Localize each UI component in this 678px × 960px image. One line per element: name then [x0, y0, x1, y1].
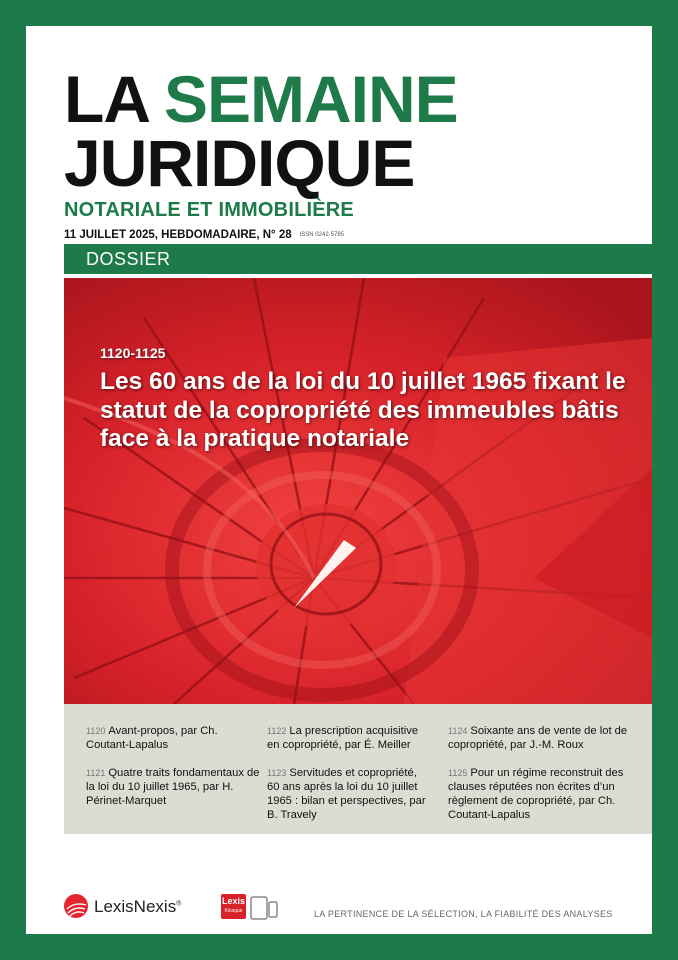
toc-text: Soixante ans de vente de lot de copropriété, par J.-M. Roux — [448, 725, 628, 751]
masthead-juridique: JURIDIQUE — [64, 126, 415, 200]
kiosque-top-text: Lexis — [221, 896, 245, 906]
toc-ref: 1123 — [267, 768, 287, 778]
toc-item[interactable] — [267, 724, 432, 752]
toc-ref: 1120 — [86, 726, 106, 736]
toc-item[interactable] — [267, 766, 432, 822]
table-of-contents — [64, 704, 652, 834]
lexis-kiosque-logo — [221, 894, 246, 919]
kiosque-bottom-text: Kiosque — [224, 908, 243, 914]
cover-frame-left — [0, 0, 26, 960]
masthead-subtitle: NOTARIALE ET IMMOBILIÈRE — [64, 199, 354, 221]
toc-ref: 1124 — [448, 726, 468, 736]
spiral-staircase-photo — [64, 278, 652, 704]
toc-ref: 1125 — [448, 768, 468, 778]
lexisnexis-logo-icon — [64, 894, 88, 918]
footer — [64, 884, 652, 924]
masthead-semaine: SEMAINE — [163, 62, 458, 136]
toc-text: Quatre traits fondamentaux de la loi du 10 juillet 1965, par H. Périnet-Marquet — [86, 767, 260, 807]
hero-image — [64, 278, 652, 704]
publisher-name — [94, 897, 181, 917]
toc-text: Servitudes et copropriété, 60 ans après la loi du 10 juillet 1965 : bilan et perspectives, par B. Travely — [267, 767, 426, 821]
toc-item[interactable] — [448, 724, 628, 752]
dossier-headline: Les 60 ans de la loi du 10 juillet 1965 fixant le statut de la copropriété des immeubles bâtis face à la pratique notariale — [100, 368, 626, 452]
issue-info — [64, 229, 344, 241]
issue-line: 11 JUILLET 2025, HEBDOMADAIRE, N° 28 — [64, 229, 292, 241]
toc-item[interactable] — [448, 766, 633, 822]
toc-ref: 1122 — [267, 726, 287, 736]
tablet-phone-icon — [250, 896, 278, 920]
publisher-text: LexisNexis — [94, 897, 177, 916]
cover-frame-right — [652, 0, 678, 960]
toc-ref: 1121 — [86, 768, 106, 778]
section-banner — [64, 244, 652, 274]
tagline: LA PERTINENCE DE LA SÉLECTION, LA FIABILITÉ DES ANALYSES — [314, 909, 613, 919]
dossier-numbers: 1120-1125 — [100, 345, 166, 361]
masthead-title-line-1 — [64, 62, 458, 136]
toc-item[interactable] — [86, 724, 246, 752]
section-label: DOSSIER — [86, 249, 171, 269]
masthead-la: LA — [64, 62, 150, 136]
toc-text: La prescription acquisitive en copropriété, par É. Meiller — [267, 725, 419, 751]
issn: ISSN 0242-5785 — [299, 231, 345, 238]
toc-item[interactable] — [86, 766, 261, 808]
trademark-symbol: ® — [176, 900, 182, 908]
toc-text: Pour un régime reconstruit des clauses réputées non écrites d’un règlement de copropriété, par Ch. Coutant-Lapalus — [448, 767, 624, 821]
toc-text: Avant-propos, par Ch. Coutant-Lapalus — [86, 725, 218, 751]
cover-frame-top — [0, 0, 678, 26]
cover-page — [26, 26, 652, 934]
